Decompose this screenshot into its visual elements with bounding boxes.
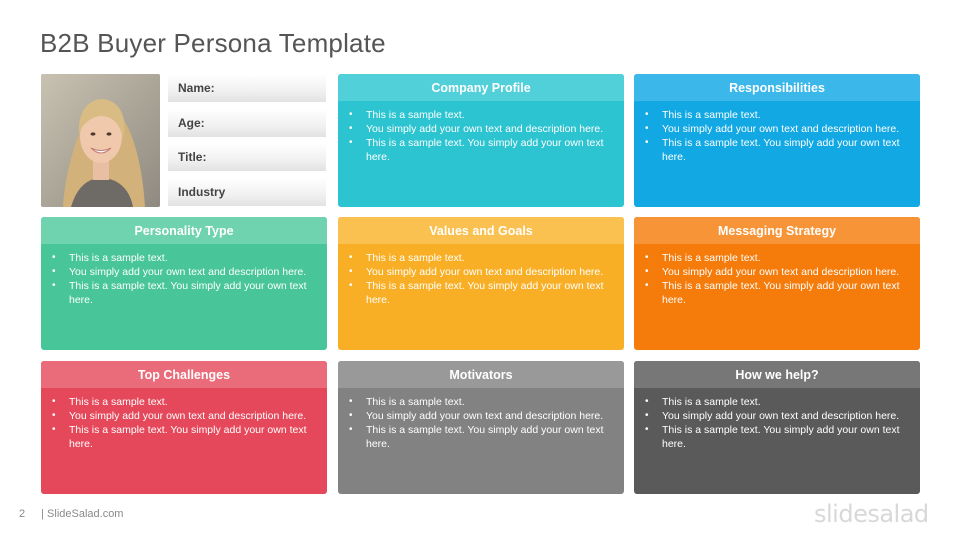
card-how-we-help[interactable]	[634, 361, 920, 494]
card-company-profile[interactable]	[338, 74, 624, 207]
card-heading: Responsibilities	[634, 74, 920, 101]
bullet-item: • You simply add your own text and description here.	[69, 265, 317, 279]
bullet-item: • This is a sample text. You simply add your own text here.	[366, 423, 614, 451]
persona-photo-icon	[41, 74, 160, 207]
bullet-item: • This is a sample text.	[662, 108, 910, 122]
bullet-item: • This is a sample text. You simply add your own text here.	[69, 279, 317, 307]
card-personality-type[interactable]	[41, 217, 327, 350]
card-heading: Motivators	[338, 361, 624, 388]
bullet-item: • This is a sample text.	[366, 251, 614, 265]
bullet-list	[338, 244, 624, 307]
bullet-item: • This is a sample text. You simply add your own text here.	[69, 423, 317, 451]
bullet-list	[634, 101, 920, 164]
bullet-item: • You simply add your own text and description here.	[662, 265, 910, 279]
card-heading: Values and Goals	[338, 217, 624, 244]
card-heading: Personality Type	[41, 217, 327, 244]
bullet-item: • You simply add your own text and description here.	[366, 409, 614, 423]
slide-footer	[19, 508, 123, 520]
page-title: B2B Buyer Persona Template	[40, 28, 386, 58]
persona-photo	[41, 74, 160, 207]
bullet-item: • This is a sample text. You simply add your own text here.	[662, 279, 910, 307]
bullet-list	[338, 101, 624, 164]
bullet-item: • This is a sample text.	[662, 251, 910, 265]
bullet-item: • You simply add your own text and description here.	[69, 409, 317, 423]
card-heading: Messaging Strategy	[634, 217, 920, 244]
card-heading: How we help?	[634, 361, 920, 388]
bullet-list	[338, 388, 624, 451]
bullet-list	[41, 388, 327, 451]
footer-source: | SlideSalad.com	[41, 508, 124, 520]
bullet-item: • You simply add your own text and description here.	[366, 265, 614, 279]
bullet-item: • This is a sample text.	[366, 395, 614, 409]
bullet-item: • This is a sample text. You simply add your own text here.	[366, 136, 614, 164]
card-top-challenges[interactable]	[41, 361, 327, 494]
bullet-item: • This is a sample text.	[69, 251, 317, 265]
bullet-item: • This is a sample text.	[366, 108, 614, 122]
bullet-item: • This is a sample text. You simply add your own text here.	[366, 279, 614, 307]
card-messaging-strategy[interactable]	[634, 217, 920, 350]
card-values-and-goals[interactable]	[338, 217, 624, 350]
page-number: 2	[19, 508, 26, 520]
bullet-item: • This is a sample text. You simply add your own text here.	[662, 423, 910, 451]
persona-fields	[168, 74, 326, 212]
bullet-item: • You simply add your own text and description here.	[662, 409, 910, 423]
brand-logo: slidesalad	[814, 500, 929, 528]
bullet-item: • This is a sample text.	[662, 395, 910, 409]
industry-field[interactable]: Industry	[168, 178, 326, 206]
bullet-list	[634, 244, 920, 307]
card-heading: Company Profile	[338, 74, 624, 101]
bullet-item: • This is a sample text.	[69, 395, 317, 409]
bullet-list	[41, 244, 327, 307]
card-motivators[interactable]	[338, 361, 624, 494]
title-field[interactable]: Title:	[168, 143, 326, 171]
bullet-list	[634, 388, 920, 451]
card-heading: Top Challenges	[41, 361, 327, 388]
card-responsibilities[interactable]	[634, 74, 920, 207]
name-field[interactable]: Name:	[168, 74, 326, 102]
age-field[interactable]: Age:	[168, 109, 326, 137]
bullet-item: • You simply add your own text and description here.	[366, 122, 614, 136]
bullet-item: • You simply add your own text and description here.	[662, 122, 910, 136]
bullet-item: • This is a sample text. You simply add your own text here.	[662, 136, 910, 164]
